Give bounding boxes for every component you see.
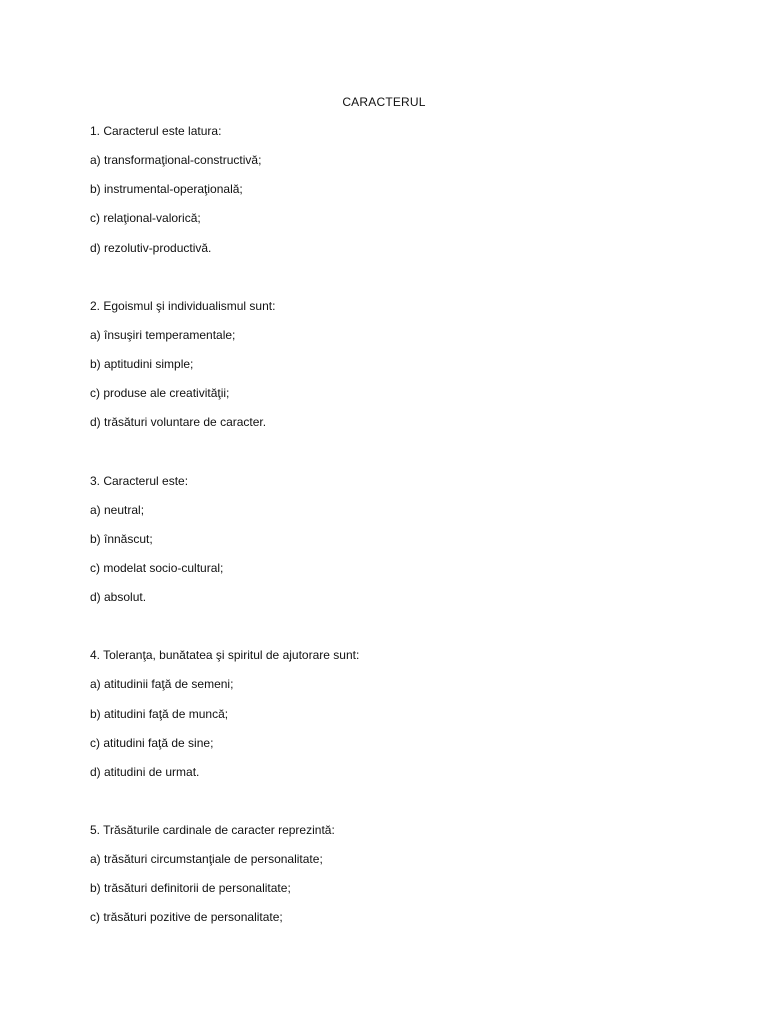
question-1-option-b: b) instrumental-operaţională; — [90, 182, 243, 196]
question-1-option-d: d) rezolutiv-productivă. — [90, 241, 212, 255]
question-4-option-d: d) atitudini de urmat. — [90, 765, 200, 779]
question-1-text: 1. Caracterul este latura: — [90, 124, 222, 138]
question-2-option-a: a) însuşiri temperamentale; — [90, 328, 236, 342]
question-3-text: 3. Caracterul este: — [90, 474, 189, 488]
question-2-option-c: c) produse ale creativităţii; — [90, 386, 230, 400]
question-2-text: 2. Egoismul şi individualismul sunt: — [90, 299, 276, 313]
document-title: CARACTERUL — [342, 95, 426, 109]
question-5-text: 5. Trăsăturile cardinale de caracter reprezintă: — [90, 823, 335, 837]
question-3-option-a: a) neutral; — [90, 503, 145, 517]
question-2-option-b: b) aptitudini simple; — [90, 357, 194, 371]
question-1-option-a: a) transformaţional-constructivă; — [90, 153, 262, 167]
question-4-text: 4. Toleranţa, bunătatea şi spiritul de ajutorare sunt: — [90, 648, 360, 662]
question-5-option-b: b) trăsături definitorii de personalitate; — [90, 881, 291, 895]
question-5-option-c: c) trăsături pozitive de personalitate; — [90, 910, 283, 924]
question-5-option-a: a) trăsături circumstanţiale de personalitate; — [90, 852, 323, 866]
question-1-option-c: c) relaţional-valorică; — [90, 211, 201, 225]
question-3-option-d: d) absolut. — [90, 590, 147, 604]
question-4-option-c: c) atitudini faţă de sine; — [90, 736, 214, 750]
question-4-option-b: b) atitudini faţă de muncă; — [90, 707, 229, 721]
question-3-option-c: c) modelat socio-cultural; — [90, 561, 224, 575]
question-2-option-d: d) trăsături voluntare de caracter. — [90, 415, 267, 429]
question-4-option-a: a) atitudinii faţă de semeni; — [90, 677, 234, 691]
question-3-option-b: b) înnăscut; — [90, 532, 153, 546]
